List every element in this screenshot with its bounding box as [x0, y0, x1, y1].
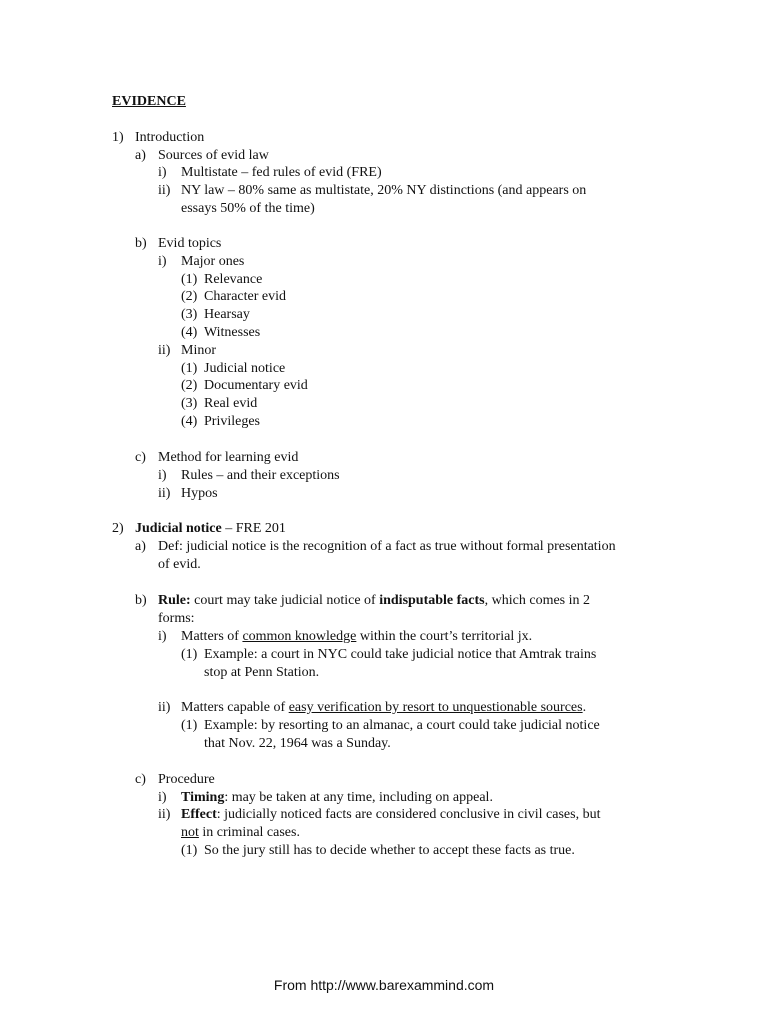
list-number: (1) — [181, 361, 198, 376]
list-text: Witnesses — [204, 325, 261, 340]
list-number: (1) — [181, 272, 198, 287]
outline-label: b) — [135, 593, 147, 608]
example-text-continued: that Nov. 22, 1964 was a Sunday. — [204, 736, 391, 751]
outline-label: i) — [158, 254, 167, 269]
outline-label: ii) — [158, 807, 171, 822]
outline-label: i) — [158, 629, 167, 644]
term-bold: Timing — [181, 790, 225, 805]
outline-text — [181, 628, 532, 646]
outline-label: ii) — [158, 183, 171, 198]
outline-text-continued — [181, 824, 300, 842]
outline-label: b) — [135, 236, 147, 251]
section-1-title: Introduction — [135, 130, 205, 145]
outline-label: a) — [135, 539, 146, 554]
rule-label: Rule: — [158, 593, 191, 608]
example-text-continued: stop at Penn Station. — [204, 665, 320, 680]
list-number: (2) — [181, 289, 198, 304]
term-rest: : may be taken at any time, including on appeal. — [224, 790, 493, 805]
term-bold: Effect — [181, 807, 217, 822]
footer-source: From http://www.barexammind.com — [273, 977, 495, 993]
outline-text: NY law – 80% same as multistate, 20% NY distinctions (and appears on — [181, 183, 587, 198]
list-text: Character evid — [204, 289, 287, 304]
list-text: Documentary evid — [204, 378, 308, 393]
outline-label: i) — [158, 165, 167, 180]
outline-text — [181, 806, 600, 824]
term-rest: : judicially noticed facts are considered conclusive in civil cases, but — [216, 807, 601, 822]
list-text: Real evid — [204, 396, 258, 411]
outline-text — [158, 592, 590, 610]
outline-text: Hypos — [181, 486, 218, 501]
outline-label: c) — [135, 772, 146, 787]
list-number: (3) — [181, 396, 198, 411]
outline-text: Evid topics — [158, 236, 222, 251]
page-title: EVIDENCE — [112, 94, 186, 109]
outline-text: Sources of evid law — [158, 148, 269, 163]
section-2-title-bold: Judicial notice — [135, 521, 222, 536]
outline-text: Method for learning evid — [158, 450, 299, 465]
text-post: . — [582, 700, 587, 715]
underlined-term: common knowledge — [242, 629, 357, 644]
outline-label: i) — [158, 790, 167, 805]
list-number: (2) — [181, 378, 198, 393]
outline-text: Def: judicial notice is the recognition of a fact as true without formal presentation — [158, 539, 616, 554]
outline-text-continued: essays 50% of the time) — [181, 201, 315, 216]
outline-text: Minor — [181, 343, 216, 358]
example-text: Example: a court in NYC could take judicial notice that Amtrak trains — [204, 647, 597, 662]
list-text: Hearsay — [204, 307, 250, 322]
outline-text: Procedure — [158, 772, 215, 787]
text-post: in criminal cases. — [198, 825, 300, 840]
outline-label: ii) — [158, 343, 171, 358]
outline-text: Multistate – fed rules of evid (FRE) — [181, 165, 382, 180]
outline-text — [181, 699, 586, 717]
section-1-number: 1) — [112, 130, 124, 145]
list-text: So the jury still has to decide whether to accept these facts as true. — [204, 843, 575, 858]
outline-label: i) — [158, 468, 167, 483]
text-post: within the court’s territorial jx. — [356, 629, 533, 644]
outline-label: a) — [135, 148, 146, 163]
outline-label: ii) — [158, 700, 171, 715]
list-number: (1) — [181, 718, 198, 733]
outline-text — [181, 789, 493, 807]
outline-text-continued: of evid. — [158, 557, 201, 572]
list-number: (1) — [181, 647, 198, 662]
example-text: Example: by resorting to an almanac, a court could take judicial notice — [204, 718, 600, 733]
list-number: (4) — [181, 325, 198, 340]
outline-label: c) — [135, 450, 146, 465]
text-pre: Matters of — [181, 629, 243, 644]
list-number: (1) — [181, 843, 198, 858]
list-text: Privileges — [204, 414, 260, 429]
list-number: (4) — [181, 414, 198, 429]
section-2-number: 2) — [112, 521, 124, 536]
underlined-term: not — [181, 825, 199, 840]
outline-label: ii) — [158, 486, 171, 501]
underlined-term: easy verification by resort to unquestionable sources — [288, 700, 583, 715]
section-2-title — [135, 520, 286, 538]
text-pre: Matters capable of — [181, 700, 289, 715]
list-number: (3) — [181, 307, 198, 322]
outline-text-continued: forms: — [158, 611, 195, 626]
rule-text: court may take judicial notice of — [190, 593, 380, 608]
outline-text: Major ones — [181, 254, 245, 269]
list-text: Relevance — [204, 272, 263, 287]
rule-text-end: , which comes in 2 — [484, 593, 591, 608]
list-text: Judicial notice — [204, 361, 286, 376]
rule-key-term: indisputable facts — [379, 593, 485, 608]
outline-text: Rules – and their exceptions — [181, 468, 340, 483]
section-2-title-suffix: – FRE 201 — [221, 521, 286, 536]
